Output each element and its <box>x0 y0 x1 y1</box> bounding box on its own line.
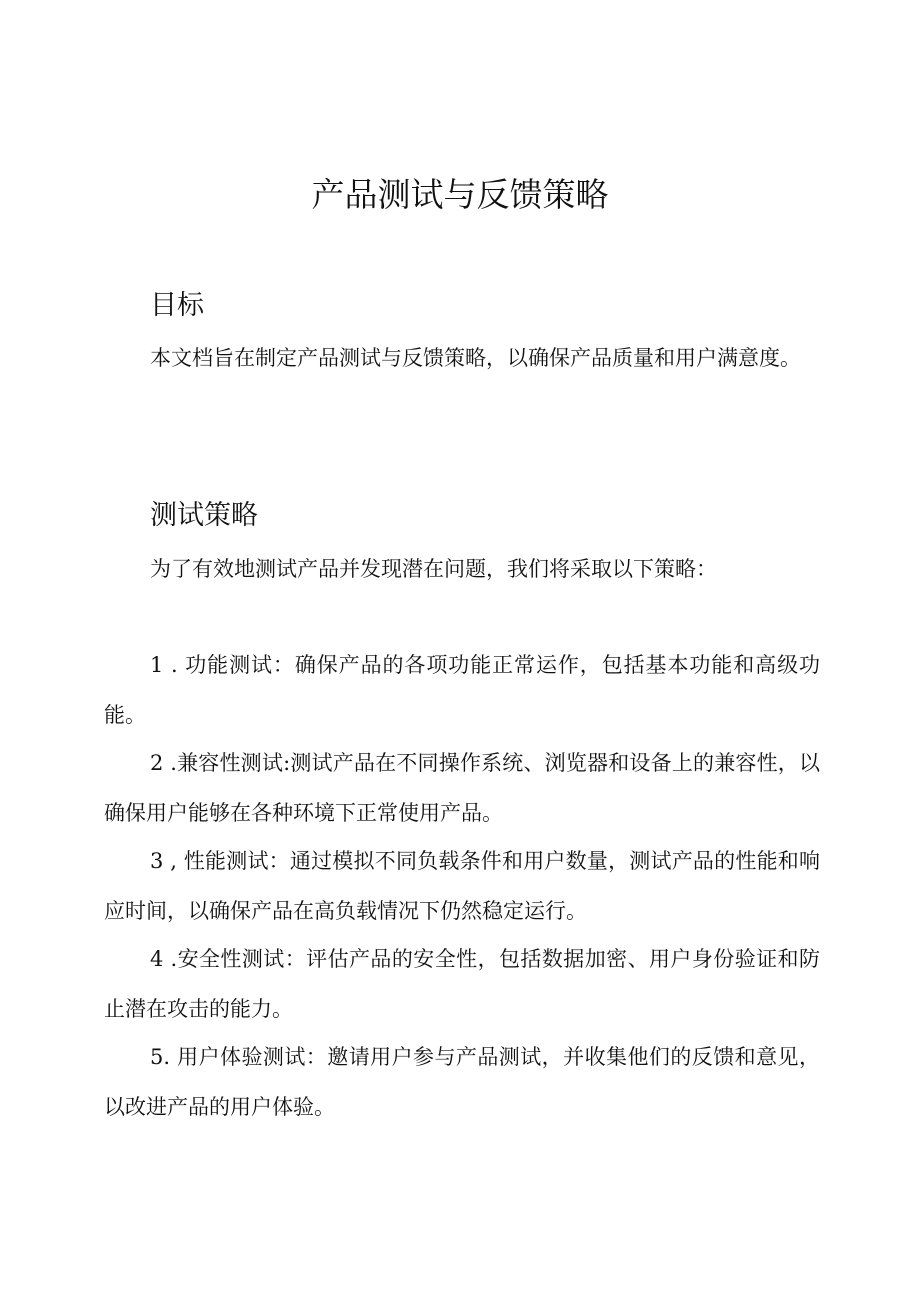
strategy-item-compatibility: 2 .兼容性测试:测试产品在不同操作系统、浏览器和设备上的兼容性，以确保用户能够在各种环境下正常使用产品。 <box>104 751 820 825</box>
document-title: 产品测试与反馈策略 <box>311 175 609 214</box>
strategy-item-performance: 3 , 性能测试：通过模拟不同负载条件和用户数量，测试产品的性能和响应时间，以确保产品在高负载情况下仍然稳定运行。 <box>104 849 820 923</box>
section-heading-test-strategy: 测试策略 <box>150 500 258 531</box>
strategy-item-security: 4 .安全性测试：评估产品的安全性，包括数据加密、用户身份验证和防止潜在攻击的能力。 <box>104 947 820 1021</box>
test-strategy-intro: 为了有效地测试产品并发现潜在问题，我们将采取以下策略： <box>150 557 717 581</box>
section-heading-goal: 目标 <box>150 290 204 321</box>
strategy-item-functional: 1 . 功能测试：确保产品的各项功能正常运作，包括基本功能和高级功能。 <box>104 653 820 727</box>
strategy-item-user-experience: 5. 用户体验测试：邀请用户参与产品测试，并收集他们的反馈和意见，以改进产品的用户体验。 <box>104 1045 820 1119</box>
goal-paragraph: 本文档旨在制定产品测试与反馈策略，以确保产品质量和用户满意度。 <box>150 346 801 370</box>
